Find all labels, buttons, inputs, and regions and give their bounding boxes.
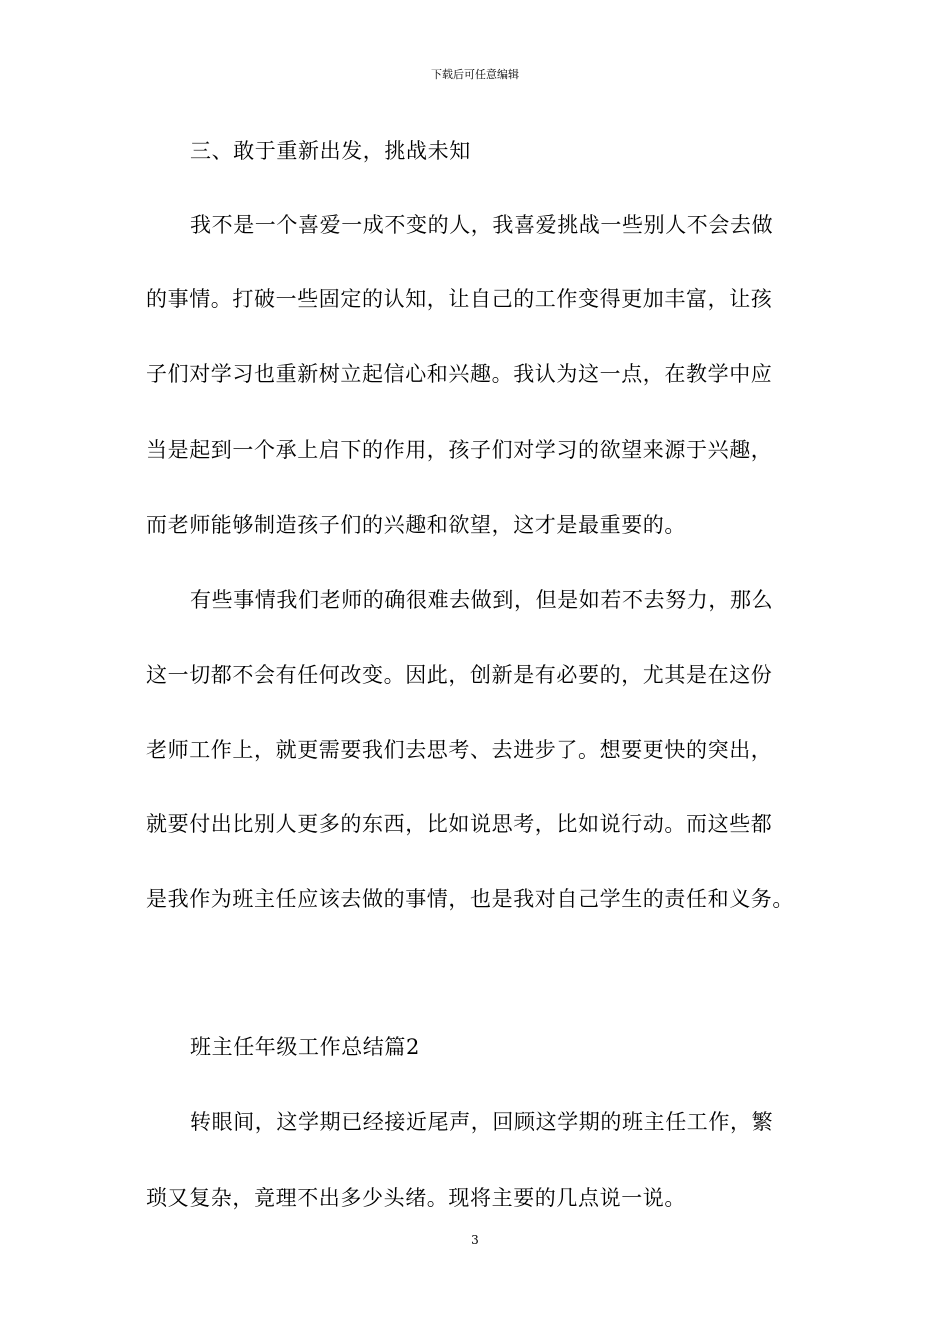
page-number: 3 [471,1233,479,1247]
paragraph-line: 我不是一个喜爱一成不变的人，我喜爱挑战一些别人不会去做 [190,213,774,237]
paragraph-line: 有些事情我们老师的确很难去做到，但是如若不去努力，那么 [190,588,774,612]
paragraph-line: 转眼间，这学期已经接近尾声，回顾这学期的班主任工作，繁 [190,1110,774,1134]
paragraph-line: 当是起到一个承上启下的作用，孩子们对学习的欲望来源于兴趣， [146,438,773,462]
paragraph-line: 琐又复杂，竟理不出多少头绪。现将主要的几点说一说。 [146,1186,686,1210]
paragraph-line: 这一切都不会有任何改变。因此，创新是有必要的，尤其是在这份 [146,663,773,687]
article-title: 班主任年级工作总结篇2 [190,1035,420,1059]
paragraph-line: 老师工作上，就更需要我们去思考、去进步了。想要更快的突出， [146,738,773,762]
header-note: 下载后可任意编辑 [431,68,519,81]
paragraph-line: 而老师能够制造孩子们的兴趣和欲望，这才是最重要的。 [146,513,686,537]
paragraph-line: 子们对学习也重新树立起信心和兴趣。我认为这一点，在教学中应 [146,362,773,386]
section-heading: 三、敢于重新出发，挑战未知 [190,139,471,163]
paragraph-line: 的事情。打破一些固定的认知，让自己的工作变得更加丰富，让孩 [146,287,773,311]
paragraph-line: 就要付出比别人更多的东西，比如说思考，比如说行动。而这些都 [146,812,773,836]
paragraph-line: 是我作为班主任应该去做的事情，也是我对自己学生的责任和义务。 [146,887,794,911]
